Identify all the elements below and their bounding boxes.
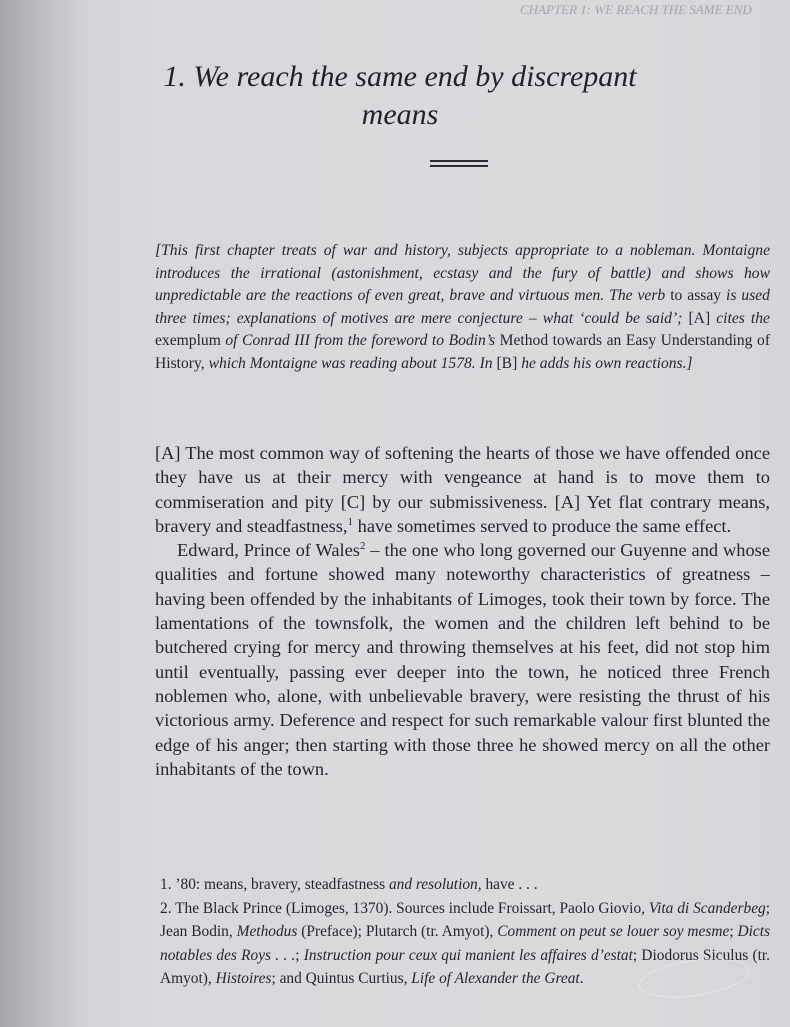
footnote-text: 1. ’80: means, bravery, steadfastness — [160, 876, 386, 893]
footnote-text: ; Diodorus Siculus (tr. Amyot), — [160, 946, 771, 987]
paragraph-2 — [155, 538, 770, 781]
intro-text-roman: to assay — [670, 287, 722, 305]
footnote-text-italic: Life of Alexander the Great — [411, 970, 580, 987]
footnote-text-italic: Dicts notables des Roys . . . — [160, 923, 771, 964]
paragraph-text: – the one who long governed our Guyenne and whose qualities and fortune showed many noteworthy characteristics of greatness – having been offended by the inhabitants of Limoges, took their town by force. The lamentations of the townsfolk, the women and the children left behind to be butchered crying for mercy and throwing themselves at his feet, did not stop him until eventually, passing ever deeper into the town, he noticed three French noblemen who, alone, with unbelievable bravery, were resisting the thrust of his victorious army. Deference and respect for such remarkable valour first blunted the edge of his anger; then starting with those three he showed mercy on all the other inhabitants of the town. — [155, 540, 771, 779]
paragraph-text: have sometimes served to produce the same effect. — [357, 515, 732, 536]
intro-text: he adds his own reactions.] — [521, 354, 693, 372]
intro-text: is used three times; explanations of motives are mere conjecture – what ‘could be said’; — [155, 287, 770, 327]
chapter-title — [150, 58, 650, 134]
running-head: CHAPTER 1: WE REACH THE SAME END — [520, 2, 752, 17]
chapter-title-line-2: means — [361, 98, 439, 131]
main-text — [155, 441, 770, 781]
footnote-1 — [160, 873, 770, 897]
footnote-text-italic: Vita di Scanderbeg — [648, 899, 766, 917]
title-double-rule — [430, 160, 488, 170]
intro-marker-a: [A] — [688, 309, 711, 327]
paragraph-text: Edward, Prince of Wales — [177, 540, 360, 561]
intro-text: [This first chapter treats of war and history, subjects appropriate to a nobleman. Montaigne introduces the irrational (astonishment, ecstasy and the fury of battle) and shows how unpredictable are the reactions of even great, brave and virtuous men. The verb — [155, 242, 770, 305]
paragraph-text: [A] The most common way of softening the hearts of those we have offended once they have us at their mercy with vengeance at hand is to move them to commiseration and pity [C] by our submissiveness. [A] Yet flat contrary means, bravery and steadfastness, — [155, 443, 770, 536]
footnote-text-italic: Methodus — [236, 923, 298, 940]
footnote-ref-1[interactable]: 1 — [347, 515, 354, 528]
footnote-text-italic: Instruction pour ceux qui manient les affaires d’estat — [303, 946, 633, 964]
intro-text: which Montaigne was reading about 1578. In — [208, 354, 493, 372]
footnote-text: (Preface); Plutarch (tr. Amyot), — [301, 923, 494, 940]
intro-marker-b: [B] — [496, 354, 518, 372]
intro-text: of Conrad III from the foreword to Bodin’s — [225, 332, 496, 350]
chapter-introduction — [155, 240, 770, 376]
footnote-text: have . . . — [485, 876, 538, 893]
footnote-text: ; — [295, 946, 300, 964]
footnote-text-italic: Histoires — [215, 970, 272, 987]
intro-text: cites the — [716, 309, 770, 327]
footnote-text-italic: Comment on peut se louer soy mesme — [497, 923, 730, 940]
page-gutter-shadow — [0, 0, 95, 1027]
footnote-text: ; Jean Bodin, — [160, 899, 771, 940]
rule-line — [430, 160, 488, 162]
footnote-text: ; — [729, 923, 734, 940]
footnote-text: . — [579, 970, 584, 987]
footnote-text: 2. The Black Prince (Limoges, 1370). Sources include Froissart, Paolo Giovio, — [160, 899, 645, 917]
chapter-title-line-1: 1. We reach the same end by discrepant — [163, 60, 637, 93]
footnote-text: ; and Quintus Curtius, — [271, 970, 408, 987]
rule-line — [430, 165, 488, 167]
footnote-ref-2[interactable]: 2 — [359, 540, 366, 553]
footnote-text-italic: and resolution, — [388, 876, 482, 893]
paragraph-1 — [155, 441, 770, 538]
intro-book-title: Method towards an Easy Understanding of History, — [155, 332, 771, 372]
intro-text-roman: exemplum — [155, 332, 221, 350]
